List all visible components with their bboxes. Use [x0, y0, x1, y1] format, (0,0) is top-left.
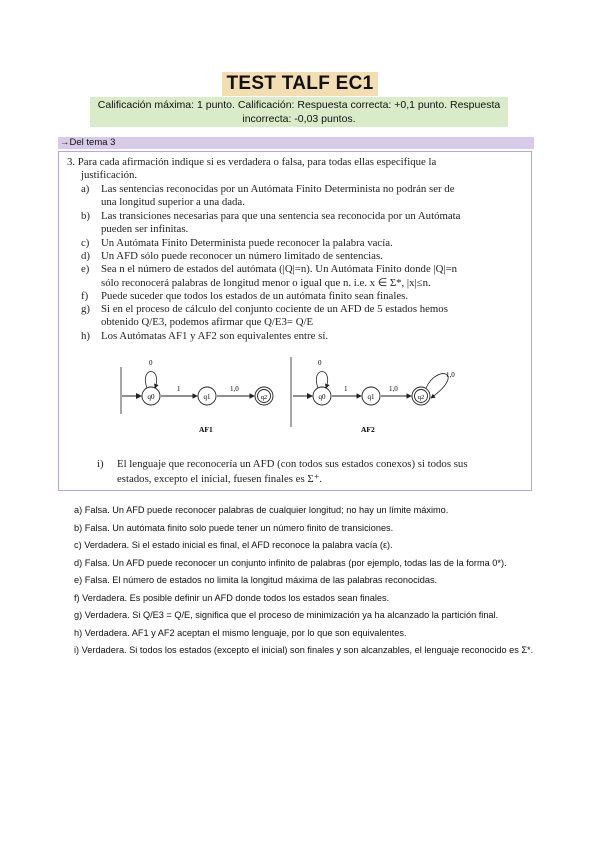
item-g-line-1: Si en el proceso de cálculo del conjunto cociente de un AFD de 5 estados hemos	[101, 303, 448, 315]
af1-state-q0-label: q0	[147, 393, 155, 401]
item-c-line-1: Un Autómata Finito Determinista puede reconocer la palabra vacía.	[101, 237, 393, 249]
af1-state-q2-label: q2	[260, 394, 268, 401]
answers-list	[74, 503, 534, 661]
af2-edge2-label: 1,0	[389, 385, 398, 393]
title-wrapper	[0, 72, 600, 96]
answer-a: a) Falsa. Un AFD puede reconocer palabras de cualquier longitud; no hay un límite máximo.	[74, 505, 449, 515]
item-i-line-1: El lenguaje que reconocería un AFD (con todos sus estados conexos) si todos sus	[117, 458, 468, 470]
item-d-line-1: Un AFD sólo puede reconocer un número limitado de sentencias.	[101, 250, 383, 262]
answer-h: h) Verdadera. AF1 y AF2 aceptan el mismo lenguaje, por lo que son equivalentes.	[74, 627, 407, 638]
af2-state-q1-label: q1	[367, 393, 375, 401]
page-title: TEST TALF EC1	[222, 72, 377, 96]
item-letter-e: e)	[81, 263, 90, 275]
item-a-line-2: una longitud superior a una dada.	[101, 196, 245, 208]
answer-e: e) Falsa. El número de estados no limita la longitud máxima de las palabras reconocidas.	[74, 575, 438, 585]
af2-loop-label: 0	[318, 359, 322, 367]
section-label: →Del tema 3	[58, 137, 534, 149]
af2-state-q2-label: q2	[417, 394, 425, 401]
question-intro-line-1: 3. Para cada afirmación indique si es verdadera o falsa, para todas ellas especifique la	[67, 156, 437, 168]
question-intro-line-2: justificación.	[81, 169, 138, 181]
af1-edge2-label: 1,0	[230, 385, 239, 393]
question-box	[58, 151, 532, 491]
item-f-line-1: Puede suceder que todos los estados de un autómata finito sean finales.	[101, 290, 409, 302]
af1-loop-q0	[145, 372, 156, 389]
af1-diagram	[121, 359, 273, 434]
af2-caption: AF2	[361, 425, 375, 434]
af1-state-q1-label: q1	[203, 393, 211, 401]
af1-edge1-label: 1	[177, 385, 181, 393]
item-letter-f: f)	[81, 290, 89, 302]
af2-loop2-label: 1,0	[446, 371, 455, 379]
item-b-line-2: pueden ser infinitas.	[101, 223, 189, 235]
af2-edge1-label: 1	[344, 385, 348, 393]
item-letter-h: h)	[81, 330, 90, 342]
item-e-line-2: sólo reconocerá palabras de longitud menor o igual que n. i.e. x ∈ Σ*, |x|≤n.	[101, 277, 431, 289]
item-letter-b: b)	[81, 210, 90, 222]
answer-g: g) Verdadera. Si Q/E3 = Q/E, significa que el proceso de minimización ya ha alcanzado la partición final.	[74, 610, 499, 620]
grading-info: Calificación máxima: 1 punto. Calificación: Respuesta correcta: +0,1 punto. Respuesta incorrecta: -0,03 puntos.	[90, 97, 508, 127]
af2-loop-q2	[426, 374, 448, 398]
answer-f: f) Verdadera. Es posible definir un AFD donde todos los estados sean finales.	[74, 592, 390, 603]
af2-diagram	[293, 359, 455, 434]
item-b-line-1: Las transiciones necesarias para que una sentencia sea reconocida por un Autómata	[101, 210, 461, 222]
item-i-line-2: estados, excepto el inicial, fuesen finales es Σ⁺.	[117, 473, 323, 485]
answer-d: d) Falsa. Un AFD puede reconocer un conjunto infinito de palabras (por ejemplo, todas las de la forma 0*).	[74, 557, 507, 568]
af1-loop-label: 0	[149, 359, 153, 367]
item-letter-i: i)	[97, 458, 104, 470]
answer-b: b) Falsa. Un autómata finito solo puede tener un número finito de transiciones.	[74, 522, 394, 533]
af2-state-q0-label: q0	[318, 393, 326, 401]
item-letter-c: c)	[81, 237, 90, 249]
item-e-line-1: Sea n el número de estados del autómata (|Q|=n). Un Autómata Finito donde |Q|=n	[101, 263, 458, 275]
af2-loop-q0	[316, 372, 327, 389]
af1-caption: AF1	[199, 425, 213, 434]
item-letter-g: g)	[81, 303, 90, 315]
item-g-line-2: obtenido Q/E3, podemos afirmar que Q/E3= Q/E	[101, 316, 314, 328]
automata-diagram	[119, 352, 469, 452]
item-letter-a: a)	[81, 183, 90, 195]
item-a-line-1: Las sentencias reconocidas por un Autómata Finito Determinista no podrán ser de	[101, 183, 455, 195]
answer-c: c) Verdadera. Si el estado inicial es final, el AFD reconoce la palabra vacía (ε).	[74, 540, 393, 550]
answer-i: i) Verdadera. Si todos los estados (excepto el inicial) son finales y son alcanzables, el lenguaje reconocido es Σ*.	[74, 645, 534, 655]
item-letter-d: d)	[81, 250, 90, 262]
item-h-line-1: Los Autómatas AF1 y AF2 son equivalentes entre sí.	[101, 330, 329, 342]
